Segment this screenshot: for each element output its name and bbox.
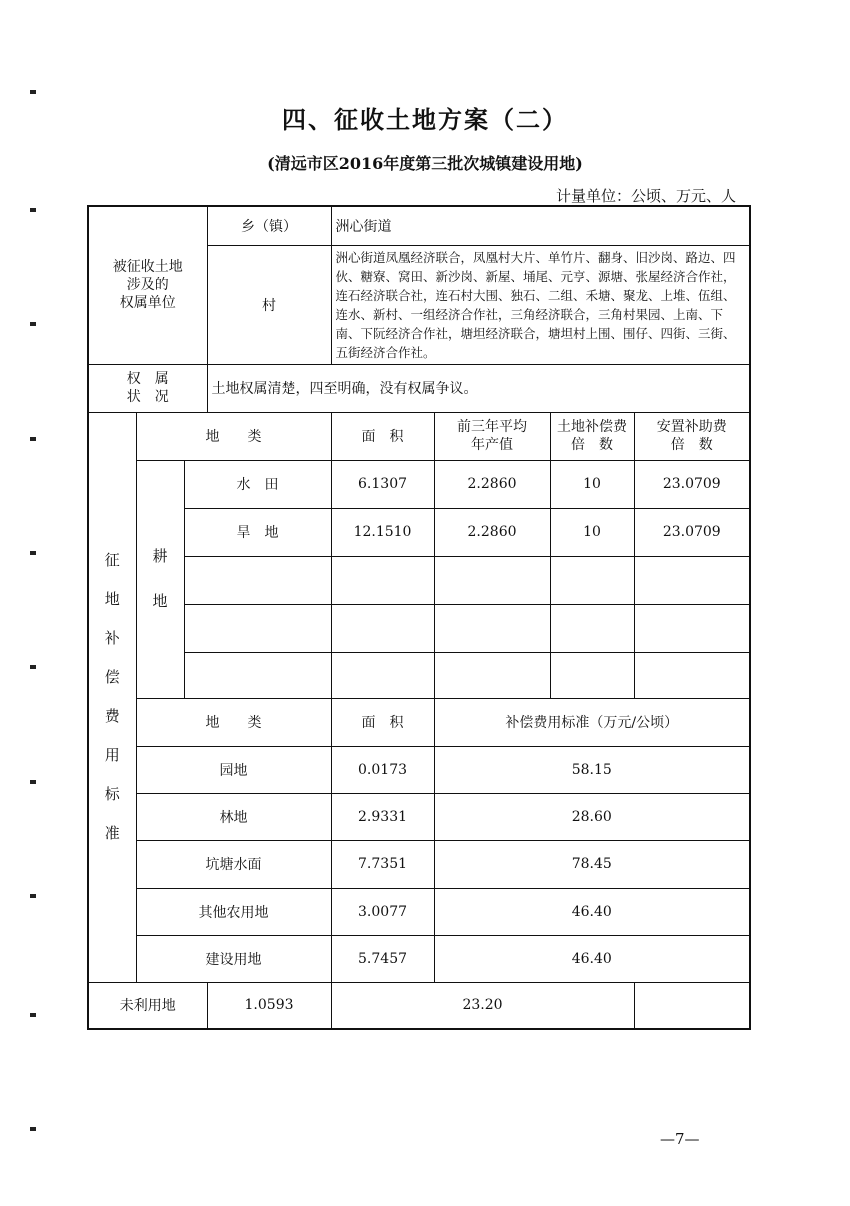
table-row — [88, 888, 750, 935]
table-row — [88, 840, 750, 888]
farmland-comp-multiple: 10 — [550, 508, 634, 556]
table-row — [88, 935, 750, 982]
binding-mark — [30, 437, 36, 441]
other-standard: 58.15 — [434, 746, 750, 793]
document-title: 四、征收土地方案（二） — [282, 105, 568, 134]
other-standard: 28.60 — [434, 793, 750, 840]
farmland-label: 耕 地 — [136, 460, 184, 698]
binding-mark — [30, 894, 36, 898]
other-type: 园地 — [136, 746, 331, 793]
page-number: —7— — [660, 1130, 700, 1148]
table-row — [88, 793, 750, 840]
table-row — [88, 508, 750, 556]
farmland-header-comp-multiple: 土地补偿费 倍 数 — [550, 412, 634, 460]
document-subtitle: (清远市区2016年度第三批次城镇建设用地) — [267, 154, 583, 173]
other-area: 5.7457 — [331, 935, 434, 982]
farmland-comp-multiple: 10 — [550, 460, 634, 508]
ownership-label: 被征收土地 涉及的 权属单位 — [88, 206, 207, 364]
farmland-output: 2.2860 — [434, 460, 550, 508]
status-value: 土地权属清楚，四至明确，没有权属争议。 — [207, 364, 750, 412]
other-area: 7.7351 — [331, 840, 434, 888]
table-row — [88, 460, 750, 508]
table-row — [88, 746, 750, 793]
other-standard: 46.40 — [434, 888, 750, 935]
other-header-standard: 补偿费用标准（万元/公顷） — [434, 698, 750, 746]
empty-row — [88, 556, 750, 604]
binding-mark — [30, 780, 36, 784]
farmland-resettle-multiple: 23.0709 — [634, 460, 750, 508]
other-type: 建设用地 — [136, 935, 331, 982]
farmland-area: 6.1307 — [331, 460, 434, 508]
empty-row — [88, 604, 750, 652]
other-area: 1.0593 — [207, 982, 331, 1029]
measurement-unit: 计量单位：公顷、万元、人 — [555, 187, 736, 205]
other-standard: 46.40 — [434, 935, 750, 982]
compensation-vertical-label: 征 地 补 偿 费 用 标 准 — [88, 412, 136, 982]
other-type: 坑塘水面 — [136, 840, 331, 888]
binding-mark — [30, 322, 36, 326]
farmland-type: 水 田 — [184, 460, 331, 508]
binding-mark — [30, 1127, 36, 1131]
township-label: 乡（镇） — [207, 206, 331, 245]
farmland-type: 旱 地 — [184, 508, 331, 556]
binding-mark — [30, 90, 36, 94]
village-value: 洲心街道凤凰经济联合，凤凰村大片、单竹片、翻身、旧沙岗、路边、四伙、糖寮、窝田、新沙岗、新屋、埇尾、元亨、源塘、张屋经济合作社，连石经济联合社，连石村大围、独石、二组、禾塘、聚龙、上堆、伍组、连水、新村、一组经济合作社，三角经济联合，三角村果园、上南、下南、下阮经济合作社，塘坦经济联合，塘坦村上围、围仔、四街、三街、五街经济合作社。 — [331, 245, 750, 364]
binding-mark — [30, 208, 36, 212]
status-label: 权 属 状 况 — [88, 364, 207, 412]
township-value: 洲心街道 — [331, 206, 750, 245]
farmland-area: 12.1510 — [331, 508, 434, 556]
farmland-header-output: 前三年平均 年产值 — [434, 412, 550, 460]
other-type: 其他农用地 — [136, 888, 331, 935]
other-type: 林地 — [136, 793, 331, 840]
other-area: 2.9331 — [331, 793, 434, 840]
farmland-header-type: 地 类 — [136, 412, 331, 460]
other-standard: 78.45 — [434, 840, 750, 888]
binding-mark — [30, 1013, 36, 1017]
empty-row — [88, 652, 750, 698]
other-area: 3.0077 — [331, 888, 434, 935]
land-expropriation-table — [87, 205, 751, 1030]
other-area: 0.0173 — [331, 746, 434, 793]
table-row — [88, 982, 750, 1029]
binding-mark — [30, 665, 36, 669]
other-standard: 23.20 — [331, 982, 634, 1029]
farmland-output: 2.2860 — [434, 508, 550, 556]
farmland-resettle-multiple: 23.0709 — [634, 508, 750, 556]
other-type: 未利用地 — [88, 982, 207, 1029]
binding-mark — [30, 551, 36, 555]
other-header-type: 地 类 — [136, 698, 331, 746]
farmland-header-resettle-multiple: 安置补助费 倍 数 — [634, 412, 750, 460]
village-label: 村 — [207, 245, 331, 364]
other-header-area: 面 积 — [331, 698, 434, 746]
farmland-header-area: 面 积 — [331, 412, 434, 460]
